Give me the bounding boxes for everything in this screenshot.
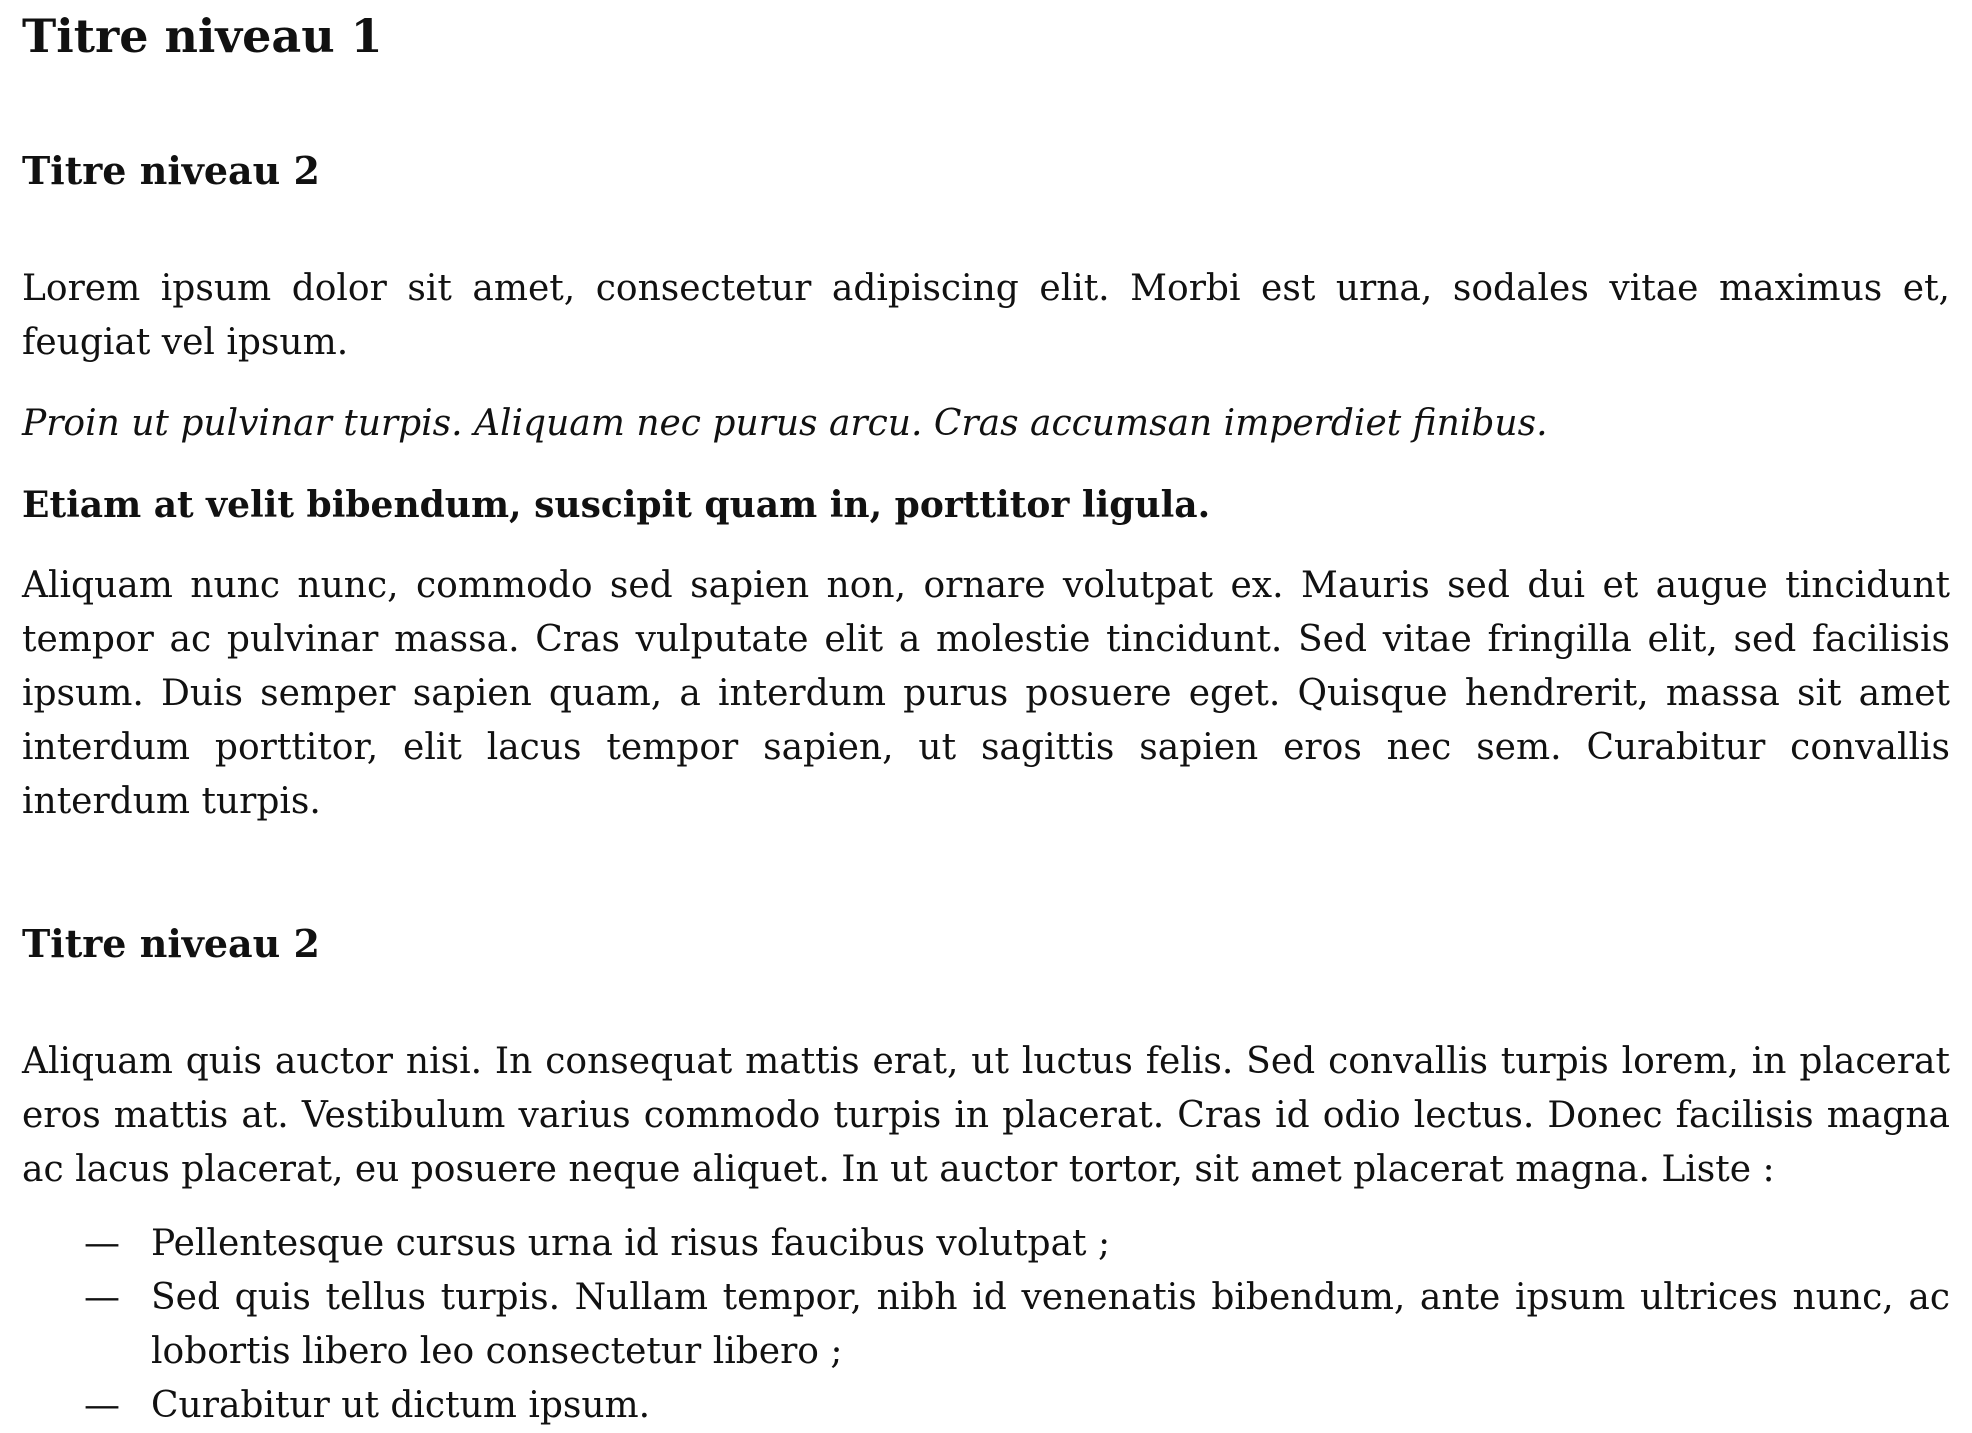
list-dash-marker: — [84, 1223, 120, 1264]
document-body [22, 8, 1950, 1433]
section-1-paragraph-2: Aliquam nunc nunc, commodo sed sapien non, ornare volutpat ex. Mauris sed dui et augue tincidunt tempor ac pulvinar massa. Cras vulputate elit a molestie tincidunt. Sed vitae fringilla elit, sed facilisis ipsum. Duis semper sapien quam, a interdum purus posuere eget. Quisque hendrerit, massa sit amet interdum porttitor, elit lacus tempor sapien, ut sagittis sapien eros nec sem. Curabitur convallis interdum turpis. [22, 565, 1950, 822]
section-2-paragraph-1: Aliquam quis auctor nisi. In consequat mattis erat, ut luctus felis. Sed convallis turpis lorem, in placerat eros mattis at. Vestibulum varius commodo turpis in placerat. Cras id odio lectus. Donec facilisis magna ac lacus placerat, eu posuere neque aliquet. In ut auctor tortor, sit amet placerat magna. Liste : [22, 1041, 1950, 1190]
list-item [22, 1379, 1950, 1433]
list-dash-marker: — [84, 1385, 120, 1426]
section-1-heading: Titre niveau 2 [22, 148, 320, 193]
list-item-text: Pellentesque cursus urna id risus faucibus volutpat ; [151, 1223, 1111, 1264]
list-item [22, 1271, 1950, 1379]
list-item-text: Sed quis tellus turpis. Nullam tempor, nibh id venenatis bibendum, ante ipsum ultrices nunc, ac lobortis libero leo consectetur libero ; [151, 1277, 1950, 1372]
section-1-italic-paragraph: Proin ut pulvinar turpis. Aliquam nec purus arcu. Cras accumsan imperdiet finibus. [22, 403, 1548, 444]
list-dash-marker: — [84, 1277, 120, 1318]
section-1-paragraph-1: Lorem ipsum dolor sit amet, consectetur adipiscing elit. Morbi est urna, sodales vitae maximus et, feugiat vel ipsum. [22, 268, 1950, 363]
dash-list [22, 1217, 1950, 1433]
section-1-bold-paragraph: Etiam at velit bibendum, suscipit quam in, porttitor ligula. [22, 484, 1211, 526]
list-item-text: Curabitur ut dictum ipsum. [151, 1385, 651, 1426]
list-item [22, 1217, 1950, 1271]
title-level-1: Titre niveau 1 [22, 9, 383, 63]
section-2-heading: Titre niveau 2 [22, 921, 320, 966]
